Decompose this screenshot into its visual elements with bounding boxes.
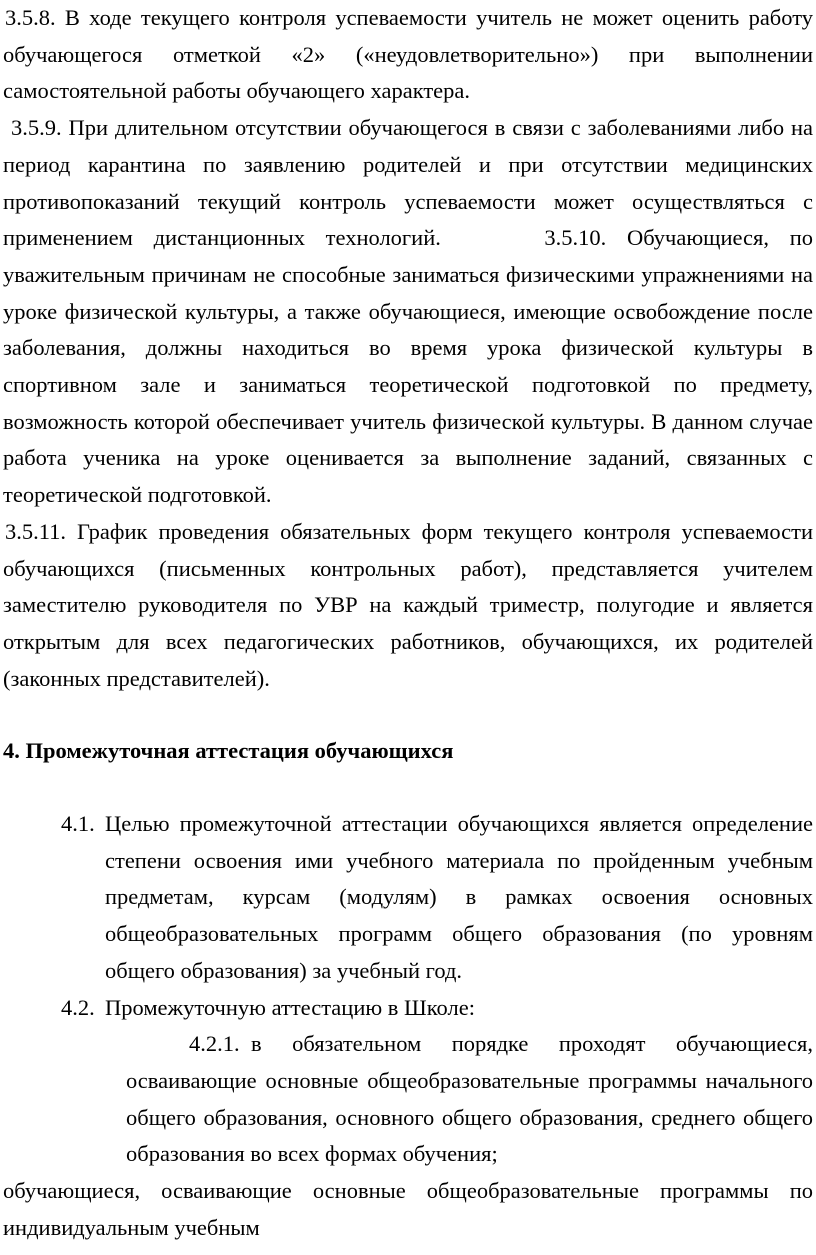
paragraph-3-5-10: 3.5.10. Обучающиеся, по уважительным причинам не способные заниматься физическими упражнениями на уроке физической культуры, а также обучающиеся, имеющие освобождение после заболевания, должны находиться во время урока физической культуры в спортивном зале и заниматься теоретической подготовкой по предмету, возможность которой обеспечивает учитель физической культуры. В данном случае работа ученика на уроке оценивается за выполнение заданий, связанных с теоретической подготовкой.	[3, 225, 814, 508]
list-number: 4.2.	[61, 994, 95, 1020]
paragraph-3-5-8: 3.5.8. В ходе текущего контроля успеваемости учитель не может оценить работу обучающегося отметкой «2» («неудовлетворительно») при выполнении самостоятельной работы обучающего характера.	[3, 5, 813, 104]
list-item-4-2-1	[3, 1026, 813, 1173]
list-number: 4.1.	[61, 811, 95, 837]
section-heading: 4. Промежуточная аттестация обучающихся	[3, 738, 454, 764]
paragraph-3-5-11: 3.5.11. График проведения обязательных форм текущего контроля успеваемости обучающихся (письменных контрольных работ), представляется учителем заместителю руководителя по УВР на каждый триместр, полугодие и является открытым для всех педагогических работников, обучающихся, их родителей (законных представителей).	[3, 518, 813, 691]
paragraph-3-5-9-3-5-10	[3, 110, 813, 514]
list-item-4-1	[3, 806, 813, 990]
list-text: Целью промежуточной аттестации обучающихся является определение степени освоения ими учебного материала по пройденным учебным предметам, курсам (модулям) в рамках освоения основных общеобразовательных программ общего образования (по уровням общего образования) за учебный год.	[105, 811, 813, 983]
paragraph-trailing: обучающиеся, осваивающие основные общеобразовательные программы по индивидуальным учебным	[3, 1178, 813, 1240]
list-number: 4.2.1.	[189, 1031, 240, 1057]
paragraph-3-5-9: 3.5.9. При длительном отсутствии обучающегося в связи с заболеваниями либо на период карантина по заявлению родителей и при отсутствии медицинских противопоказаний текущий контроль успеваемости может осуществляться с применением дистанционных технологий.	[3, 115, 813, 251]
list-text: Промежуточную аттестацию в Школе:	[105, 994, 475, 1020]
list-text: в обязательном порядке проходят обучающиеся, осваивающие основные общеобразовательные программы начального общего образования, основного общего образования, среднего общего образования во всех формах обучения;	[126, 1031, 813, 1167]
spacer	[3, 770, 813, 806]
spacer	[3, 697, 813, 733]
document-page	[3, 0, 813, 1247]
list-item-4-2	[3, 990, 813, 1027]
